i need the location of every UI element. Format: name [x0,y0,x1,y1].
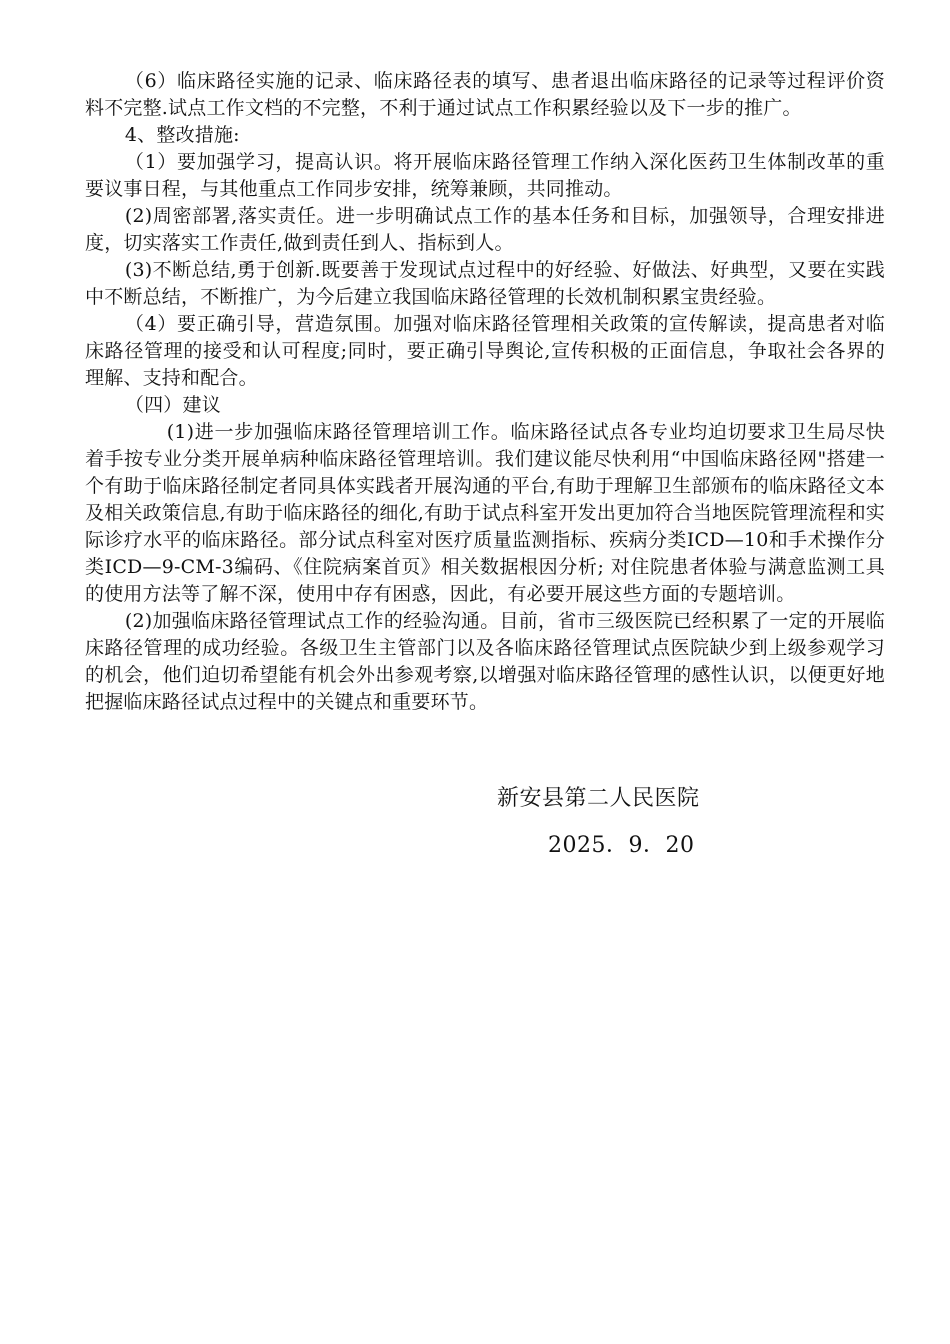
paragraph-measure-3: (3)不断总结,勇于创新.既要善于发现试点过程中的好经验、好做法、好典型，又要在实践中不断总结，不断推广，为今后建立我国临床路径管理的长效机制积累宝贵经验。 [85,259,885,308]
paragraph-suggestion-2: (2)加强临床路径管理试点工作的经验沟通。目前，省市三级医院已经积累了一定的开展临床路径管理的成功经验。各级卫生主管部门以及各临床路径管理试点医院缺少到上级参观学习的机会，他们迫切希望能有机会外出参观考察,以增强对临床路径管理的感性认识，以便更好地把握临床路径试点过程中的关键点和重要环节。 [85,610,885,713]
section-heading-suggestions: （四）建议 [124,394,221,416]
paragraph-suggestion-1: (1)进一步加强临床路径管理培训工作。临床路径试点各专业均迫切要求卫生局尽快着手按专业分类开展单病种临床路径管理培训。我们建议能尽快利用“中国临床路径网"搭建一个有助于临床路径制定者同具体实践者开展沟通的平台,有助于理解卫生部颁布的临床路径文本及相关政策信息,有助于临床路径的细化,有助于试点科室开发出更加符合当地医院管理流程和实际诊疗水平的临床路径。部分试点科室对医疗质量监测指标、疾病分类ICD—10和手术操作分类ICD—9-CM-3编码、《住院病案首页》相关数据根因分析; 对住院患者体验与满意监测工具的使用方法等了解不深，使用中存有困惑，因此，有必要开展这些方面的专题培训。 [85,421,885,605]
paragraph-measure-2: (2)周密部署,落实责任。进一步明确试点工作的基本任务和目标，加强领导，合理安排进度，切实落实工作责任,做到责任到人、指标到人。 [85,205,885,254]
paragraph-measure-4: （4）要正确引导，营造氛围。加强对临床路径管理相关政策的宣传解读，提高患者对临床路径管理的接受和认可程度;同时，要正确引导舆论,宣传积极的正面信息，争取社会各界的理解、支持和配合。 [85,313,885,389]
paragraph-measure-1: （1）要加强学习，提高认识。将开展临床路径管理工作纳入深化医药卫生体制改革的重要议事日程，与其他重点工作同步安排，统筹兼顾，共同推动。 [85,151,885,200]
section-heading-rectification: 4、整改措施: [124,124,240,146]
document-body [85,68,885,716]
signature-organization: 新安县第二人民医院 [497,786,700,811]
paragraph-item-6: （6）临床路径实施的记录、临床路径表的填写、患者退出临床路径的记录等过程评价资料不完整.试点工作文档的不完整，不利于通过试点工作积累经验以及下一步的推广。 [85,70,885,119]
signature-date: 2025．9．20 [548,833,695,858]
